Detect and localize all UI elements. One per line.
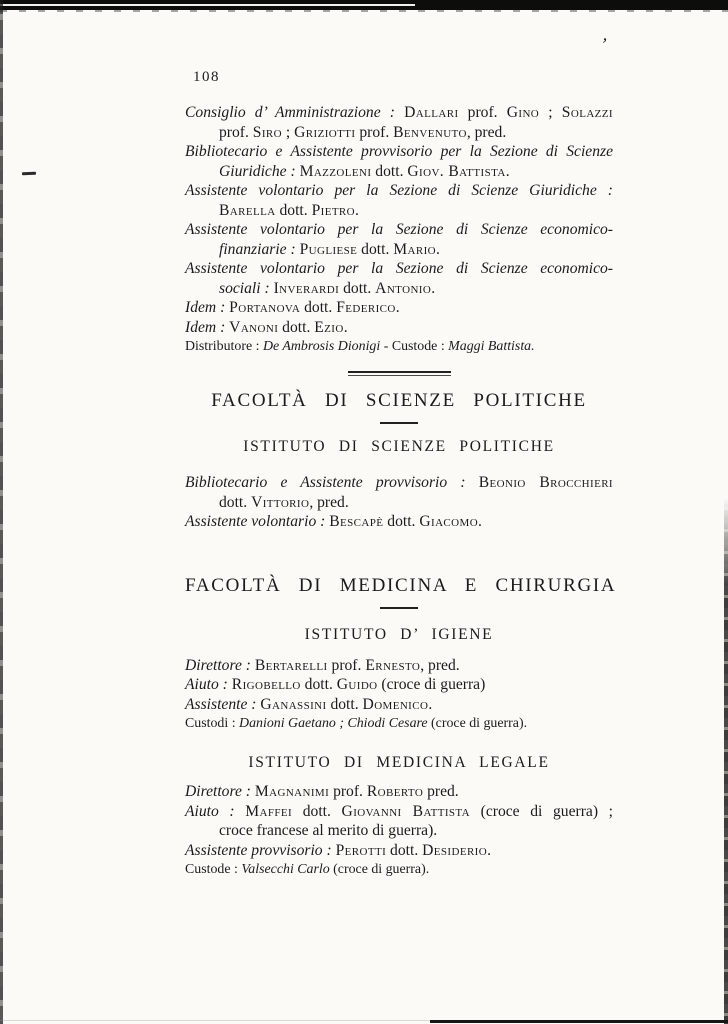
- text-segment: Federico.: [336, 299, 401, 316]
- text-line: [185, 860, 613, 879]
- faculty-heading-medicina-chirurgia: FACOLTÀ DI MEDICINA E CHIRURGIA: [185, 574, 617, 596]
- stray-ink-mark: ’: [598, 33, 608, 55]
- text-segment: Antonio.: [375, 279, 436, 297]
- scienze-politiche-staff-list: [185, 473, 613, 532]
- text-segment: Maffei: [245, 802, 293, 820]
- text-segment: Giuridiche :: [219, 162, 300, 180]
- text-segment: Idem :: [185, 318, 230, 336]
- text-segment: prof.: [329, 783, 367, 800]
- text-segment: Assistente volontario per la Sezione di Scienze economico-: [185, 221, 613, 238]
- text-segment: , pred.: [309, 493, 349, 511]
- text-line: [185, 103, 613, 123]
- text-segment: Custodi :: [185, 716, 240, 731]
- text-segment: Giacomo.: [419, 513, 483, 530]
- text-line: [185, 201, 613, 221]
- text-segment: Mazzoleni: [299, 162, 372, 180]
- text-line: [185, 493, 613, 513]
- text-segment: Bibliotecario e Assistente provvisorio per la Sezione di Scienze: [185, 143, 613, 160]
- text-segment: dott.: [383, 513, 420, 530]
- text-segment: Direttore :: [185, 783, 255, 800]
- text-segment: Domenico.: [362, 695, 433, 713]
- text-segment: Griziotti: [294, 123, 356, 141]
- text-segment: prof.: [327, 656, 366, 674]
- text-line: [185, 162, 613, 182]
- administration-staff-list: [185, 103, 613, 356]
- text-segment: sociali :: [219, 279, 274, 297]
- text-segment: Aiuto :: [185, 676, 232, 693]
- text-line: [185, 181, 613, 201]
- text-segment: Magnanimi: [254, 783, 330, 800]
- text-segment: dott.: [357, 240, 394, 258]
- text-segment: Solazzi: [561, 104, 613, 121]
- text-segment: Pietro.: [311, 201, 360, 219]
- text-line: [185, 802, 613, 822]
- text-segment: Assistente volontario per la Sezione di Scienze Giuridiche :: [185, 182, 613, 199]
- text-line: [185, 473, 613, 493]
- text-segment: Assistente :: [185, 695, 261, 713]
- scan-bottom-edge-faint: [0, 1020, 430, 1021]
- text-line: [185, 142, 613, 162]
- text-segment: , pred.: [466, 123, 507, 141]
- text-segment: dott.: [219, 493, 252, 511]
- text-line: [185, 512, 613, 532]
- text-segment: Bibliotecario e Assistente provvisorio :: [185, 474, 479, 491]
- text-segment: Beonio Brocchieri: [478, 474, 613, 491]
- text-segment: Consiglio d’ Amministrazione :: [185, 104, 405, 121]
- text-segment: Ganassini: [260, 695, 327, 713]
- text-segment: Distributore :: [185, 339, 263, 354]
- text-segment: prof.: [355, 123, 394, 141]
- text-segment: Idem :: [185, 299, 230, 316]
- scan-right-edge: [724, 498, 728, 1024]
- text-line: [185, 656, 613, 676]
- scan-top-edge-fray: [0, 10, 728, 12]
- text-segment: Inverardi: [273, 279, 340, 297]
- text-segment: (croce di guerra).: [431, 716, 528, 731]
- text-line: [185, 841, 613, 861]
- text-line: [185, 695, 613, 715]
- text-line: [185, 298, 613, 318]
- text-line: [185, 279, 613, 299]
- heading-underline-rule: [380, 422, 418, 424]
- institute-heading-medicina-legale: ISTITUTO DI MEDICINA LEGALE: [248, 754, 550, 771]
- text-segment: Gino: [506, 104, 540, 121]
- text-segment: Desiderio.: [422, 841, 492, 859]
- igiene-staff-list: [185, 656, 613, 734]
- medicina-legale-staff-list: [185, 782, 613, 879]
- text-segment: De Ambrosis Dionigi: [262, 339, 381, 354]
- text-segment: Ernesto: [365, 656, 421, 674]
- text-segment: finanziarie :: [219, 240, 300, 258]
- text-segment: dott.: [371, 162, 408, 180]
- scan-bottom-edge: [430, 1020, 728, 1023]
- text-line: [185, 240, 613, 260]
- heading-underline-rule: [380, 607, 418, 609]
- text-segment: Danioni Gaetano ; Chiodi Cesare: [239, 716, 432, 731]
- text-segment: dott.: [292, 802, 342, 820]
- scan-top-edge: [0, 0, 728, 10]
- text-segment: dott.: [275, 201, 312, 219]
- text-segment: , pred.: [420, 656, 460, 674]
- text-segment: (croce di guerra) ;: [470, 802, 613, 820]
- text-segment: dott.: [278, 318, 315, 336]
- text-segment: Guido: [336, 676, 378, 693]
- text-segment: Roberto: [366, 783, 424, 800]
- text-segment: Dallari: [404, 104, 459, 121]
- text-line: [185, 675, 613, 695]
- scan-left-edge: [0, 0, 3, 1024]
- text-segment: dott.: [300, 299, 337, 316]
- institute-heading-igiene: ISTITUTO D’ IGIENE: [304, 625, 494, 643]
- text-segment: pred.: [423, 783, 459, 800]
- text-segment: Giovanni Battista: [341, 802, 470, 820]
- text-segment: Vanoni: [229, 318, 279, 336]
- text-segment: Bertarelli: [254, 656, 328, 674]
- text-segment: Giov. Battista.: [407, 162, 511, 180]
- text-segment: prof.: [458, 104, 507, 121]
- text-column: [185, 68, 617, 879]
- text-segment: Bescapè: [329, 513, 384, 530]
- text-segment: Vittorio: [251, 493, 310, 511]
- text-segment: Ezio.: [314, 318, 348, 336]
- text-segment: Barella: [219, 201, 276, 219]
- text-segment: Custode :: [185, 862, 242, 877]
- text-segment: Aiuto :: [185, 802, 246, 820]
- institute-heading-scienze-politiche: ISTITUTO DI SCIENZE POLITICHE: [243, 438, 555, 455]
- text-line: [185, 259, 613, 279]
- text-segment: Maggi Battista.: [448, 339, 535, 354]
- section-divider-double-rule: [348, 371, 451, 376]
- text-segment: prof.: [219, 123, 253, 141]
- text-segment: Perotti: [335, 841, 387, 859]
- text-line: [185, 318, 613, 338]
- text-line: [185, 123, 613, 143]
- text-line: [185, 714, 613, 733]
- text-segment: dott.: [326, 695, 363, 713]
- text-segment: (croce di guerra).: [333, 862, 430, 877]
- text-segment: Assistente provvisorio :: [185, 841, 336, 859]
- text-segment: Benvenuto: [393, 123, 467, 141]
- text-segment: Rigobello: [231, 676, 301, 693]
- text-segment: dott.: [300, 676, 337, 693]
- text-segment: (croce di guerra): [377, 676, 486, 693]
- page-number: 108: [193, 69, 220, 85]
- text-line: [185, 220, 613, 240]
- text-segment: Portanova: [229, 299, 301, 316]
- text-segment: Pugliese: [299, 240, 358, 258]
- text-segment: ;: [539, 104, 562, 121]
- text-segment: - Custode :: [380, 339, 449, 354]
- text-segment: Mario.: [393, 240, 441, 258]
- text-line: [185, 782, 613, 802]
- text-segment: Valsecchi Carlo: [241, 862, 334, 877]
- scan-top-edge-crack: [0, 4, 415, 6]
- text-segment: Assistente volontario :: [185, 513, 330, 530]
- text-segment: Siro: [252, 123, 282, 141]
- text-segment: croce francese al merito di guerra).: [219, 822, 438, 839]
- text-line: [185, 337, 613, 356]
- faculty-heading-scienze-politiche: FACOLTÀ DI SCIENZE POLITICHE: [211, 390, 587, 411]
- text-segment: dott.: [339, 279, 376, 297]
- text-line: [185, 821, 613, 841]
- text-segment: ;: [282, 123, 295, 141]
- text-segment: dott.: [386, 841, 423, 859]
- margin-dash-mark: [22, 172, 36, 175]
- text-segment: Direttore :: [185, 656, 255, 674]
- text-segment: Assistente volontario per la Sezione di Scienze economico-: [185, 260, 613, 277]
